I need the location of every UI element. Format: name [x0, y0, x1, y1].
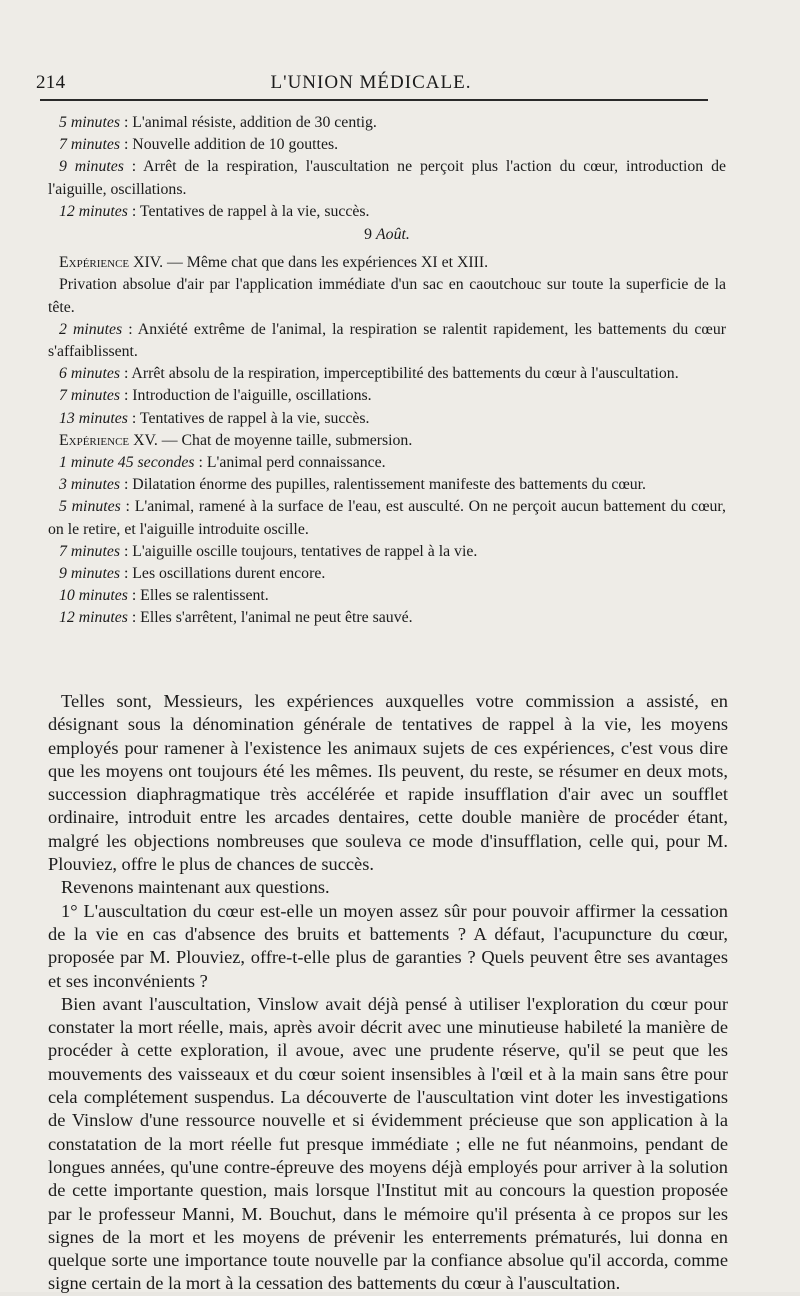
log-entry — [48, 112, 726, 134]
experiment-text: — Chat de moyenne taille, submersion. — [157, 431, 413, 449]
entries-group-1 — [48, 112, 726, 223]
log-entry — [48, 585, 726, 607]
entry-time: 6 minutes — [59, 365, 120, 383]
body-paragraph: 1° L'auscultation du cœur est-elle un moyen assez sûr pour pouvoir affirmer la cessation de la vie en cas d'absence des bruits et battements ? A défaut, l'acupuncture du cœur, proposée par M. Plouviez, offre-t-elle plus de garanties ? Quels peuvent être ses avantages et ses inconvénients ? — [48, 900, 728, 991]
experiment-intro: Privation absolue d'air par l'application immédiate d'un sac en caoutchouc sur toute la superficie de la tête. — [48, 276, 726, 316]
running-header — [34, 70, 708, 96]
entry-text: : Arrêt absolu de la respiration, imperceptibilité des battements du cœur à l'auscultation. — [120, 365, 679, 383]
entry-time: 3 minutes — [59, 476, 120, 494]
experiment-log — [48, 112, 726, 630]
log-entry — [48, 156, 726, 200]
entry-text: : Les oscillations durent encore. — [120, 565, 326, 583]
entry-time: 12 minutes — [59, 609, 128, 627]
entry-text: : Tentatives de rappel à la vie, succès. — [127, 202, 370, 220]
entry-time: 7 minutes — [59, 387, 120, 405]
entry-text: : Dilatation énorme des pupilles, ralentissement manifeste des battements du cœur. — [120, 476, 646, 494]
journal-title: L'UNION MÉDICALE. — [270, 72, 472, 93]
experiment-heading — [48, 252, 726, 274]
log-entry — [48, 408, 726, 430]
entry-text: : Elles s'arrêtent, l'animal ne peut être sauvé. — [127, 609, 413, 627]
log-entry — [48, 541, 726, 563]
entry-time: 5 minutes — [59, 498, 121, 516]
entry-text: : L'aiguille oscille toujours, tentatives de rappel à la vie. — [120, 542, 478, 560]
log-entry — [48, 563, 726, 585]
entry-text: : Tentatives de rappel à la vie, succès. — [127, 409, 370, 427]
body-paragraph: Bien avant l'auscultation, Vinslow avait déjà pensé à utiliser l'exploration du cœur pour constater la mort réelle, mais, après avoir décrit avec une minutieuse habileté la manière de procéder à cette exploration, il avoue, avec une prudente réserve, qu'il se peut que les mouvements des vaisseaux et du cœur soient insensibles à l'œil et à la main sans être pour cela complétement suspendus. La découverte de l'auscultation vint doter les investigations de Vinslow d'une ressource nouvelle et si évidemment précieuse que son application à la constatation de la mort réelle fut presque immédiate ; elle ne fut néanmoins, pendant de longues années, qu'une contre-épreuve des moyens déjà employés pour arriver à la solution de cette importante question, mais lorsque l'Institut mit au concours la question proposée par le professeur Manni, M. Bouchut, dans le mémoire qu'il présenta à ce propos sur les signes de la mort et les moyens de prévenir les enterrements prématurés, lui donna en quelque sorte une importance toute nouvelle par la confiance absolue qu'il accorda, comme signe certain de la mort à la cessation des battements du cœur à l'auscultation. — [48, 993, 728, 1294]
entry-text: : L'animal résiste, addition de 30 centig. — [120, 114, 377, 131]
log-entry — [48, 134, 726, 156]
entry-time: 9 minutes — [59, 158, 124, 176]
experiment-text: — Même chat que dans les expériences XI et XIII. — [163, 254, 489, 272]
log-entry — [48, 474, 726, 496]
header-rule — [40, 99, 708, 101]
entry-text: : Arrêt de la respiration, l'auscultation ne perçoit plus l'action du cœur, introduction de l'aiguille, oscillations. — [48, 158, 726, 198]
report-body — [48, 690, 728, 1296]
log-entry — [48, 319, 726, 363]
entry-text: : Nouvelle addition de 10 gouttes. — [120, 136, 339, 154]
entry-time: 9 minutes — [59, 565, 120, 583]
log-entry — [48, 496, 726, 540]
entry-time: 13 minutes — [59, 409, 128, 427]
date-heading — [48, 224, 726, 246]
entry-text: : Introduction de l'aiguille, oscillations. — [120, 387, 372, 405]
body-paragraph: Telles sont, Messieurs, les expériences auxquelles votre commission a assisté, en désignant sous la dénomination générale de tentatives de rappel à la vie, les moyens employés pour ramener à l'existence les animaux sujets de ces expériences, c'est vous dire que les moyens ont toujours été les mêmes. Ils peuvent, du reste, se résumer en deux mots, succession diaphragmatique très accélérée et rapide insufflation d'air avec un soufflet ordinaire, introduit entre les arcades dentaires, cette double manière de procéder étant, malgré les objections nombreuses que souleva ce mode d'insufflation, celle qui, pour M. Plouviez, offre le plus de chances de succès. — [48, 691, 728, 875]
experiment-label: Expérience XIV. — [59, 254, 164, 272]
entry-text: : Anxiété extrême de l'animal, la respiration se ralentit rapidement, les battements du cœur s'affaiblissent. — [48, 320, 726, 361]
log-entry — [48, 363, 726, 385]
entry-time: 10 minutes — [59, 587, 128, 605]
entry-time: 7 minutes — [59, 542, 120, 560]
log-entry — [48, 452, 726, 474]
entry-time: 1 minute 45 secondes — [59, 454, 195, 472]
log-entry — [48, 201, 726, 223]
log-entry — [48, 385, 726, 407]
entry-time: 12 minutes — [59, 202, 128, 220]
entry-time: 7 minutes — [59, 136, 120, 154]
entry-text: : Elles se ralentissent. — [127, 587, 269, 605]
experiment-label: Expérience XV. — [59, 431, 158, 449]
page-number: 214 — [36, 72, 66, 93]
experiment-heading — [48, 430, 726, 452]
entry-text: : L'animal perd connaissance. — [194, 454, 386, 472]
entry-time: 2 minutes — [59, 320, 123, 338]
log-entry — [48, 607, 726, 629]
body-paragraph: Revenons maintenant aux questions. — [61, 877, 330, 898]
entry-time: 5 minutes — [59, 114, 120, 131]
entry-text: : L'animal, ramené à la surface de l'eau, est ausculté. On ne perçoit aucun battement du cœur, on le retire, et l'aiguille introduite oscille. — [48, 498, 726, 538]
date-month: Août. — [376, 226, 410, 244]
date-day: 9 — [364, 226, 377, 244]
